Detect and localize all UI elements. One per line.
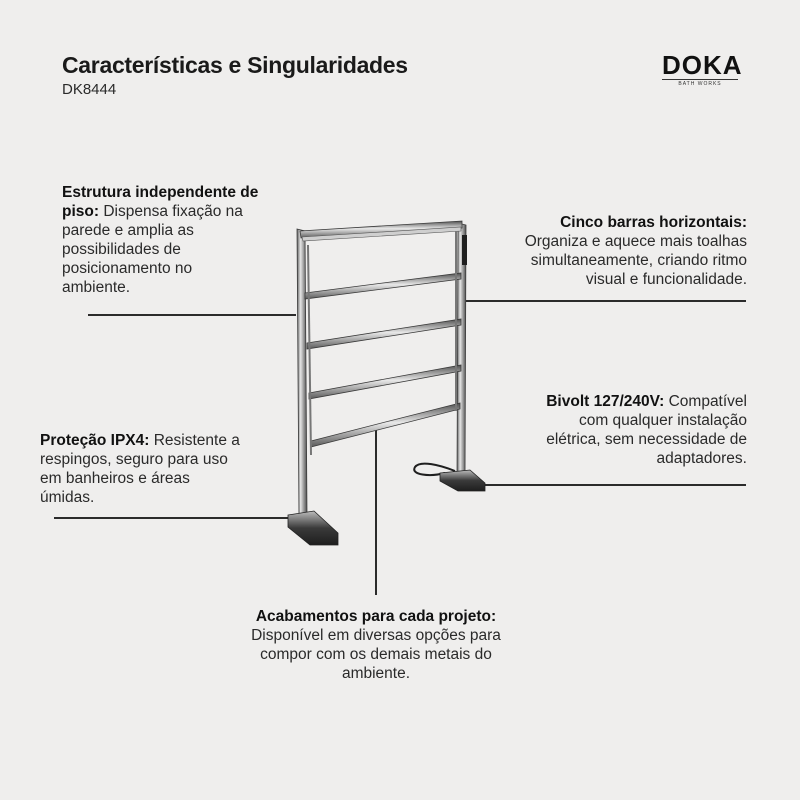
horizontal-bar-4	[311, 403, 460, 447]
feature-cinco-barras-text: Organiza e aquece mais toalhas simultaneamente, criando ritmo visual e funcionalidade.	[524, 233, 747, 288]
towel-rack-illustration	[280, 215, 490, 555]
callout-line-bivolt	[466, 484, 746, 486]
callout-line-cinco-barras	[466, 300, 746, 302]
feature-acabamentos-text: Disponível em diversas opções para compor com os demais metais do ambiente.	[251, 627, 501, 682]
feature-acabamentos	[250, 607, 502, 683]
control-box	[462, 235, 467, 265]
feature-cinco-barras-heading: Cinco barras horizontais:	[560, 214, 747, 231]
logo-tagline: BATH WORKS	[662, 79, 738, 87]
left-foot	[288, 511, 338, 545]
callout-line-estrutura	[88, 314, 296, 316]
feature-cinco-barras	[500, 213, 747, 289]
feature-protecao-text: Resistente a respingos, seguro para uso em banheiros e áreas úmidas.	[40, 432, 240, 506]
feature-bivolt	[527, 392, 747, 468]
feature-bivolt-text: Compatível com qualquer instalação elétrica, sem necessidade de adaptadores.	[546, 393, 747, 467]
callout-line-protecao	[54, 517, 288, 519]
feature-protecao	[40, 431, 240, 507]
feature-estrutura	[62, 183, 262, 297]
feature-bivolt-heading: Bivolt 127/240V:	[546, 393, 665, 410]
page-title: Características e Singularidades	[62, 52, 408, 78]
horizontal-bar-2	[307, 319, 461, 349]
feature-estrutura-heading: Estrutura independente de piso:	[62, 184, 259, 220]
horizontal-bar-3	[309, 365, 461, 399]
right-foot	[440, 470, 485, 491]
left-post	[297, 229, 307, 518]
horizontal-bar-1	[305, 273, 461, 299]
brand-logo	[662, 50, 743, 87]
logo-wordmark: DOKA	[662, 50, 743, 80]
model-code: DK8444	[62, 81, 117, 98]
feature-protecao-heading: Proteção IPX4:	[40, 432, 150, 449]
feature-estrutura-text: Dispensa fixação na parede e amplia as possibilidades de posicionamento no ambiente.	[62, 203, 243, 296]
feature-acabamentos-heading: Acabamentos para cada projeto:	[255, 608, 497, 625]
